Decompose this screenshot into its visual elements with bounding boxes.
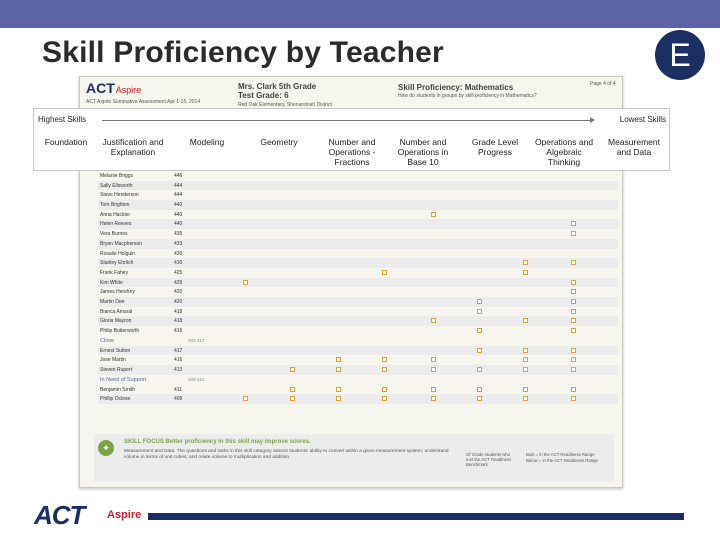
student-score: 413 bbox=[174, 367, 183, 374]
skill-need-marker bbox=[571, 231, 576, 236]
student-score: 418 bbox=[174, 318, 183, 325]
skill-need-marker bbox=[336, 396, 341, 401]
skill-need-marker bbox=[243, 396, 248, 401]
category-modeling: Modeling bbox=[189, 137, 225, 147]
table-row bbox=[98, 365, 618, 375]
skill-need-marker bbox=[571, 387, 576, 392]
skill-need-marker bbox=[571, 289, 576, 294]
section-badge: E bbox=[655, 30, 705, 80]
skill-need-marker bbox=[290, 387, 295, 392]
student-name: Jose Martin bbox=[100, 357, 126, 364]
student-score: 425 bbox=[174, 269, 183, 276]
report-skill-title: Skill Proficiency: Mathematics bbox=[398, 83, 514, 92]
skill-need-marker bbox=[290, 396, 295, 401]
report-page: Page 4 of 4 bbox=[590, 81, 616, 87]
student-score: 408 bbox=[174, 396, 183, 403]
skill-need-marker bbox=[477, 328, 482, 333]
category-algebraic: Operations and Algebraic Thinking bbox=[534, 137, 594, 167]
student-name: Vera Burnes bbox=[100, 231, 128, 238]
skill-need-marker bbox=[477, 367, 482, 372]
slide-title: Skill Proficiency by Teacher bbox=[42, 36, 444, 69]
student-name: Steven Rupert bbox=[100, 367, 132, 374]
report-school: Red Oak Elementary, Shenandoah District bbox=[238, 102, 332, 108]
student-score: 440 bbox=[174, 211, 183, 218]
table-row bbox=[98, 190, 618, 200]
skill-focus-panel bbox=[94, 434, 614, 482]
table-row bbox=[98, 210, 618, 220]
student-name: Rosalie Holguin bbox=[100, 250, 136, 257]
student-name: Steve Henderson bbox=[100, 192, 139, 199]
skill-need-marker bbox=[336, 387, 341, 392]
student-score: 444 bbox=[174, 192, 183, 199]
table-row bbox=[98, 287, 618, 297]
table-row bbox=[98, 239, 618, 249]
skill-need-marker bbox=[382, 367, 387, 372]
skill-need-marker bbox=[523, 367, 528, 372]
student-score: 425 bbox=[174, 279, 183, 286]
report-meta: ACT Aspire Summative Assessment Apr 1-15, 2014 bbox=[86, 99, 201, 105]
student-name: Tom Brighton bbox=[100, 202, 130, 209]
student-name: Frank Fahey bbox=[100, 269, 129, 276]
skill-need-marker bbox=[477, 387, 482, 392]
student-name: Helen Reeves bbox=[100, 221, 132, 228]
report-question: How do students in groups by skill proficiency in Mathematics? bbox=[398, 93, 537, 99]
skill-focus-title: SKILL FOCUS Better proficiency in this skill may improve scores. bbox=[124, 439, 311, 445]
category-foundation: Foundation bbox=[44, 137, 88, 147]
skill-need-marker bbox=[571, 260, 576, 265]
table-row bbox=[98, 200, 618, 210]
skill-need-marker bbox=[382, 396, 387, 401]
footer-aspire-label: Aspire bbox=[107, 509, 142, 521]
student-name: Kim White bbox=[100, 279, 123, 286]
table-row bbox=[98, 219, 618, 229]
skill-need-marker bbox=[571, 221, 576, 226]
group-range: 402-417 bbox=[188, 337, 205, 343]
student-score: 416 bbox=[174, 357, 183, 364]
student-name: Ernest Sutton bbox=[100, 347, 131, 354]
lightbulb-icon: ✦ bbox=[98, 440, 114, 456]
table-row bbox=[98, 278, 618, 288]
student-score: 430 bbox=[174, 260, 183, 267]
skill-need-marker bbox=[523, 357, 528, 362]
skill-need-marker bbox=[477, 396, 482, 401]
category-grade-level: Grade Level Progress bbox=[471, 137, 519, 157]
student-name: Bianca Amaral bbox=[100, 308, 133, 315]
table-row bbox=[98, 385, 618, 395]
skill-need-marker bbox=[243, 280, 248, 285]
table-row bbox=[98, 249, 618, 259]
skill-need-marker bbox=[431, 396, 436, 401]
table-row bbox=[98, 171, 618, 181]
student-name: Martin Dee bbox=[100, 298, 125, 305]
student-name: Anna Hackler bbox=[100, 211, 131, 218]
footer-bar bbox=[148, 513, 684, 520]
skill-need-marker bbox=[523, 260, 528, 265]
table-row bbox=[98, 326, 618, 336]
skill-need-marker bbox=[523, 387, 528, 392]
skill-focus-note: Of Grade students who met the ACT Readiness Benchmark bbox=[466, 452, 512, 467]
skill-need-marker bbox=[571, 357, 576, 362]
report-logo: ACTAspire bbox=[86, 80, 142, 96]
student-score: 440 bbox=[174, 221, 183, 228]
table-row bbox=[98, 346, 618, 356]
skills-arrow bbox=[102, 120, 594, 121]
student-name: Philip Butterworth bbox=[100, 328, 140, 334]
student-name: Phillip Oclese bbox=[100, 396, 131, 403]
skill-need-marker bbox=[290, 367, 295, 372]
skill-need-marker bbox=[431, 318, 436, 323]
skill-need-marker bbox=[571, 318, 576, 323]
skill-need-marker bbox=[571, 299, 576, 304]
student-table bbox=[98, 171, 618, 404]
table-row bbox=[98, 268, 618, 278]
skill-need-marker bbox=[431, 357, 436, 362]
student-score: 411 bbox=[174, 386, 182, 393]
student-score: 433 bbox=[174, 240, 183, 247]
student-score: 440 bbox=[174, 202, 183, 209]
category-base-10: Number and Operations in Base 10 bbox=[397, 137, 449, 167]
student-score: 417 bbox=[174, 347, 183, 354]
skill-need-marker bbox=[336, 357, 341, 362]
skill-need-marker bbox=[431, 367, 436, 372]
student-score: 420 bbox=[174, 298, 183, 305]
student-score: 446 bbox=[174, 173, 183, 179]
top-accent-bar bbox=[0, 0, 720, 28]
student-name: Gloria Mayron bbox=[100, 318, 132, 325]
skill-need-marker bbox=[477, 348, 482, 353]
skill-need-marker bbox=[571, 396, 576, 401]
group-name: Close bbox=[100, 337, 115, 344]
highest-skills-label: Highest Skills bbox=[38, 115, 87, 124]
group-header bbox=[98, 375, 618, 385]
skill-need-marker bbox=[382, 357, 387, 362]
group-name: In Need of Support bbox=[100, 376, 147, 383]
skill-need-marker bbox=[523, 348, 528, 353]
table-row bbox=[98, 258, 618, 268]
skill-need-marker bbox=[431, 387, 436, 392]
skill-need-marker bbox=[477, 299, 482, 304]
student-name: Stanley Ehrlich bbox=[100, 260, 134, 267]
lowest-skills-label: Lowest Skills bbox=[619, 115, 666, 124]
skill-need-marker bbox=[382, 270, 387, 275]
skill-need-marker bbox=[571, 348, 576, 353]
skill-focus-text: Measurement and Data: The questions and tasks in this skill category assess students' ability to convert within a given measurement system; understand volume in terms of unit cubes; and relate volume to multiplication and addition. bbox=[124, 449, 449, 460]
student-name: Sally Ellsworth bbox=[100, 182, 133, 189]
skill-need-marker bbox=[571, 280, 576, 285]
student-score: 435 bbox=[174, 231, 183, 238]
student-score: 444 bbox=[174, 182, 183, 189]
skill-need-marker bbox=[523, 318, 528, 323]
skill-need-marker bbox=[382, 387, 387, 392]
student-name: James Hershey bbox=[100, 289, 135, 296]
student-name: Melanie Briggs bbox=[100, 173, 134, 179]
category-geometry: Geometry bbox=[260, 137, 298, 147]
group-header bbox=[98, 336, 618, 346]
student-name: Benjamin Smith bbox=[100, 386, 136, 393]
student-score: 416 bbox=[174, 328, 183, 334]
student-name: Bryon Macpherson bbox=[100, 240, 142, 247]
category-fractions: Number and Operations - Fractions bbox=[328, 137, 376, 167]
skill-category-header bbox=[33, 108, 670, 171]
student-score: 430 bbox=[174, 250, 183, 257]
report-teacher: Mrs. Clark 5th Grade Test Grade: 6 bbox=[238, 82, 317, 100]
skill-need-marker bbox=[571, 367, 576, 372]
category-justification: Justification and Explanation bbox=[102, 137, 164, 157]
skill-need-marker bbox=[477, 309, 482, 314]
table-row bbox=[98, 181, 618, 191]
student-score: 420 bbox=[174, 289, 183, 296]
table-row bbox=[98, 394, 618, 404]
table-row bbox=[98, 316, 618, 326]
skill-need-marker bbox=[523, 396, 528, 401]
category-measurement: Measurement and Data bbox=[608, 137, 660, 157]
student-score: 418 bbox=[174, 308, 183, 315]
table-row bbox=[98, 229, 618, 239]
skill-need-marker bbox=[336, 367, 341, 372]
skill-need-marker bbox=[571, 328, 576, 333]
skill-focus-key: Built = in the ACT Readiness Range Below = in the ACT Readiness Range bbox=[526, 452, 598, 463]
table-row bbox=[98, 297, 618, 307]
table-row bbox=[98, 355, 618, 365]
table-row bbox=[98, 307, 618, 317]
skill-need-marker bbox=[431, 212, 436, 217]
footer-act-logo: ACT bbox=[34, 500, 85, 530]
skill-need-marker bbox=[523, 270, 528, 275]
group-range: 400-410 bbox=[188, 376, 205, 382]
skill-need-marker bbox=[571, 309, 576, 314]
